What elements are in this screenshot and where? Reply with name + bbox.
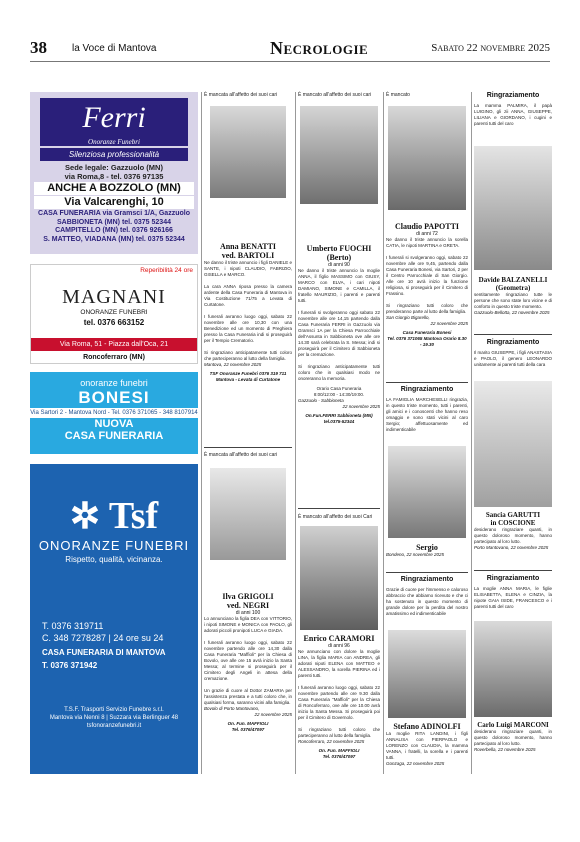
obit-intro: È mancato — [386, 92, 410, 98]
obit-name-sub: ved. NEGRI — [226, 601, 270, 610]
magnani-city: Roncoferraro (MN) — [83, 354, 145, 361]
obit-place: San Giorgio Bigarello, — [386, 315, 430, 320]
obit-signature: Tel. 0376/47097 — [322, 754, 356, 759]
obit-name: Umberto FUOCHI — [306, 244, 372, 253]
tsf-company: T.S.F. Trasporti Servizio Funebre s.r.l. — [64, 707, 164, 713]
thanks-place-date: Bondeno, 22 novembre 2025 — [386, 552, 445, 557]
obit-signature: Tel. 0376 371065 Mantova Orario 8.30 - 19.30 — [387, 336, 467, 347]
obit-text: Si ringraziano tutti coloro che prenderanno parte al lutto della famiglia. — [386, 303, 468, 314]
obit-text: I funerali si svolgeranno oggi sabato 22 novembre alle ore 14,15 partendo dalla Casa Funeraria FERRI in Gazzuolo via Gramsci 1A per la Chiesa Parrocchiale dell'Assunta in Sabbioneta ove alle ore 14.30 sarà celebrata la S. Messa; indi si proseguirà per il Cimitero di Sabbioneta per la cremazione. — [298, 310, 380, 357]
bonesi-address: Via Sartori 2 - Mantova Nord - Tel. 0376 371065 - 348 8107914 — [30, 410, 198, 416]
obit-signature: On. Fun. MAFFIOLI — [318, 748, 360, 753]
ferri-line: via Roma,8 - tel. 0376 97135 — [64, 172, 164, 181]
obit-text: I funerali avranno luogo oggi, sabato 22 novembre alle ore 10,30 con una Benedizione ed un momento di Preghiera presso la Casa Funeraria indi si proseguirà per il Tempio Crematorio. — [204, 314, 292, 343]
thanks-name: Davide BALZANELLI — [478, 276, 548, 284]
obit-name: Claudio PAPOTTI — [394, 222, 460, 231]
obit-signature: On.Fun.FERRI Sabbioneta (MN) — [305, 413, 373, 418]
thanks-adinolfi — [386, 576, 468, 766]
ferri-logo: Ferri Onoranze Funebri — [40, 98, 188, 146]
obit-text: I funerali avranno luogo oggi, sabato 22 novembre partendo alle ore 14,30 dalla Casa Funeraria "Maffioli" per la Chiesa di Bovolo, ove alle ore 15 avrà inizio la Santa Messa; al termine si proseguirà per il Cimitero degli Angeli in attesa della cremazione. — [204, 640, 292, 681]
obit-text: Ne danno il triste annuncio la sorella CATIA, le nipoti MARTINA e GRETA. — [386, 237, 468, 248]
tsf-casa-phone: T. 0376 371942 — [42, 661, 98, 670]
runner-photo — [474, 146, 552, 270]
thanks-name: Sancia GARUTTI — [485, 511, 541, 519]
thanks-marconi — [474, 575, 552, 752]
tsf-slogan: Rispetto, qualità, vicinanza. — [65, 555, 163, 564]
column-divider — [201, 92, 202, 774]
tsf-addresses: Mantova via Nenni 8 | Suzzara via Berlinguer 48 — [49, 715, 179, 721]
ferri-bozzolo-address: Via Valcarenghi, 10 — [34, 196, 194, 209]
thanks-garutti — [474, 339, 552, 550]
column-divider — [295, 92, 296, 774]
obit-name-sub: ved. BARTOLI — [221, 251, 275, 260]
obit-age: di anni 96 — [328, 643, 350, 649]
obit-age: di anni 90 — [328, 262, 350, 268]
obit-name: Enrico CARAMORI — [303, 634, 375, 643]
thanks-name-sub: in COSCIONE — [490, 519, 536, 527]
obit-name: Anna BENATTI — [219, 242, 277, 251]
page-header — [30, 36, 550, 62]
thanks-text: desiderano ringraziare quanti, in questo doloroso momento, hanno partecipato al loro lutto. — [474, 527, 552, 544]
divider — [204, 447, 292, 448]
bonesi-casa: CASA FUNERARIA — [64, 430, 164, 442]
issue-date: Sabato 22 novembre 2025 — [431, 42, 550, 54]
thanks-name-sub: (Geometra) — [495, 284, 531, 292]
ad-bonesi[interactable] — [30, 372, 198, 454]
obit-signature: Mantova - Levata di Curtatone — [215, 377, 281, 382]
thanks-text: desiderano ringraziare quanti, in questo doloroso momento, hanno partecipato al loro lutto. — [474, 729, 552, 746]
obit-intro: È mancata all'affetto dei suoi cari — [204, 452, 278, 458]
obit-date: 22 novembre 2025 — [342, 404, 380, 409]
pinwheel-icon: ✲ — [69, 496, 101, 536]
obit-place-date: Mantova, 22 novembre 2025 — [204, 362, 262, 367]
obituary-fuochi — [298, 92, 380, 424]
thanks-heading: Ringraziamento — [486, 575, 540, 582]
magnani-availability: Reperibilità 24 ore — [140, 267, 193, 274]
thanks-sergio — [386, 386, 468, 557]
obit-intro: È mancato all'affetto dei suoi Cari — [298, 514, 373, 520]
obit-text: Ne danno il triste annuncio i figli DANIELE e SANTE, i nipoti CLAUDIO, FABRIZIO, GISELLA e MARCO. — [204, 260, 292, 277]
column-divider — [383, 92, 384, 774]
obit-place: Bovolo di Porto Mantovano, — [204, 706, 260, 711]
thanks-balzanelli — [474, 92, 552, 315]
obit-text: Si ringraziano anticipatamente tutti coloro che in qualsiasi modo ne onoreranno la memoria. — [298, 364, 380, 381]
thanks-heading: Ringraziamento — [486, 339, 540, 346]
thanks-heading: Ringraziamento — [486, 92, 540, 99]
obit-text: La cara ANNA riposa presso la camera ardente della Casa Funeraria di Mantova in Via Costituzione 71/75 a Levata di Curtatone. — [204, 284, 292, 307]
publication-name: la Voce di Mantova — [72, 43, 157, 54]
column-divider — [471, 92, 472, 774]
thanks-name: Carlo Luigi MARCONI — [477, 721, 549, 729]
obituary-caramori — [298, 514, 380, 759]
ferri-slogan: Silenziosa professionalità — [40, 148, 188, 161]
obit-date: 22 novembre 2025 — [254, 712, 292, 717]
obituary-benatti — [204, 92, 292, 382]
obit-text: Ne danno il triste annuncio la moglie ANNA, il figlio MASSIMO con GIUSY, MARCO con ELVA, i cari nipoti DAMIANO, SIMONE e CAMILLA, il fratello MAURIZIO, i parenti e parenti tutti. — [298, 268, 380, 303]
tsf-subtitle: ONORANZE FUNEBRI — [38, 538, 190, 553]
obit-signature: tel.0375-52344 — [323, 419, 355, 424]
portrait-photo — [388, 106, 466, 210]
obit-signature: Tel. 0376/47097 — [231, 727, 265, 732]
magnani-phone: tel. 0376 663152 — [83, 318, 145, 327]
thanks-place-date: Gazzuolo-Bellotta, 22 novembre 2025 — [474, 310, 550, 315]
ferri-branch: S. MATTEO, VIADANA (MN) tel. 0375 52344 — [43, 235, 185, 243]
thanks-place-date: Porto Mantovano, 22 novembre 2025 — [474, 545, 549, 550]
obit-text: Lo annunciano la figlia DEA con VITTORIO, i nipoti SIMONE e MONICA con PAOLO, gli adorati piccoli pronipoti LUCA e GIADA. — [204, 616, 292, 633]
tsf-logo: ✲ Tsf — [69, 495, 159, 537]
obituary-papotti — [386, 92, 468, 347]
obit-signature: TSF Onoranze Funebri 0376 319 711 — [209, 371, 287, 376]
magnani-address: Via Roma, 51 - Piazza dall'Oca, 21 — [31, 338, 197, 351]
magnani-subtitle: ONORANZE FUNEBRI — [80, 309, 148, 316]
tsf-casa: CASA FUNERARIA DI MANTOVA — [42, 648, 166, 657]
portrait-photo — [300, 106, 378, 204]
obit-place-date: Roncoferraro, 22 novembre 2025 — [298, 739, 365, 744]
ferri-branch: CAMPITELLO (MN) tel. 0376 926166 — [55, 227, 173, 234]
portrait-photo — [300, 526, 378, 630]
thanks-text: Il marito GIUSEPPE, i figli ANASTASIA e PAOLO, il genero LEONARDO unitamente ai parenti tutti della cara — [474, 350, 552, 367]
obit-place: Gazzuolo - Sabbioneta — [298, 398, 344, 403]
thanks-heading: Ringraziamento — [400, 386, 454, 393]
obit-signature: Casa Funeraria Bonesi — [402, 330, 452, 335]
divider — [474, 334, 552, 335]
ferri-casa: CASA FUNERARIA via Gramsci 1/A, Gazzuolo — [38, 210, 190, 217]
ferri-branch: SABBIONETA (MN) tel. 0375 52344 — [57, 218, 171, 226]
obit-date: 22 novembre 2025 — [430, 321, 468, 326]
thanks-name: Sergio — [416, 543, 438, 552]
thanks-place-date: Gonzaga, 22 novembre 2025 — [386, 761, 445, 766]
section-title: Necrologie — [270, 38, 369, 58]
divider — [386, 572, 468, 573]
tsf-mobile: C. 348 7278287 | 24 ore su 24 — [42, 633, 164, 643]
obit-text: Un grazie di cuore al Dottor ZAMARIA per l'assistenza prestata e a tutti coloro che, in qualsiasi forma, saranno vicini alla famiglia. — [204, 688, 292, 705]
obit-text: Ne annunciano con dolore la moglie LINA, la figlia MARIA con ANDREA, gli adorati nipoti ELENA con MATTEO e ALESSANDRO, la sorella PIERINA ed i parenti tutti. — [298, 649, 380, 678]
portrait-photo — [210, 468, 286, 560]
bonesi-logo: BONESI — [78, 388, 150, 407]
obit-text: I funerali si svolgeranno oggi, sabato 22 novembre alle ore 9,45, partendo dalla Casa Funeraria Bonesi, via Sartori, 2 per il Centro Parrocchiale di San Giorgio. Alle ore 10 avrà inizio la funzione religiosa, si proseguirà per il Cimitero di Frassino. — [386, 255, 468, 296]
thanks-text: La mamma PALMIRA, il papà LUIGINO, gli zii ANNA, GIUSEPPE, LILIANA e GIORDANO, i cugini e parenti tutti del caro — [474, 103, 552, 126]
portrait-photo — [210, 106, 286, 198]
obit-name-sub: (Berto) — [326, 253, 352, 262]
divider — [474, 570, 552, 571]
obituary-grigoli — [204, 452, 292, 732]
magnani-logo: MAGNANI — [62, 286, 166, 308]
tsf-phone: T. 0376 319711 — [42, 621, 104, 631]
obit-text: Si ringraziano anticipatamente tutti coloro che parteciperanno al lutto della famiglia. — [204, 350, 292, 361]
obit-name: Ilva GRIGOLI — [222, 592, 274, 601]
obit-age: di anni 100 — [235, 610, 261, 616]
obit-hours-label: Orario Casa Funeraria — [316, 386, 362, 391]
portrait-photo — [388, 446, 466, 538]
divider — [298, 508, 380, 509]
thanks-text: LA FAMIGLIA MARCHESELLI ringrazia, in questo triste momento, tutti i parenti, gli amici e i conoscenti che hanno reso omaggio e sono stati vicini al caro Sergio; affettuosamente ed indimenticabile — [386, 397, 468, 432]
obit-intro: È mancata all'affetto dei suoi cari — [204, 92, 278, 98]
ferri-line: Sede legale: Gazzuolo (MN) — [65, 163, 163, 172]
bonesi-subtitle: onoranze funebri — [80, 378, 148, 388]
tsf-website[interactable]: tsfonoranzefunebri.it — [86, 723, 142, 729]
thanks-name: Stefano ADINOLFI — [393, 722, 461, 731]
page-number: 38 — [30, 38, 47, 57]
thanks-place-date: Roverbella, 22 novembre 2025 — [474, 747, 536, 752]
portrait-photo — [474, 621, 552, 717]
bonesi-nuova: NUOVA — [94, 418, 134, 430]
obit-text: I funerali avranno luogo oggi, sabato 22 novembre partendo alle ore 9.30 dalla Casa Funeraria "Maffioli" per la Chiesa di Roncoferraro, ove alle ore 10.00 avrà inizio la Santa Messa. Si proseguirà poi per il Cimitero di Governolo. — [298, 685, 380, 720]
thanks-text: La moglie RITA LANDINI, i figli ANNALISA con PIERPAOLO e LORENZO con CLAUDIA, la mamma VANNA, i fratelli, la sorella e i parenti tutti. — [386, 731, 468, 760]
thanks-text: Grazie di cuore per l'immenso e caloroso abbraccio che abbiamo ricevuto e che ci ha sostenuto in questo momento di grande dolore per la perdita del nostro amatissimo ed indimenticabile — [386, 587, 468, 616]
thanks-text: sentitamente ringraziano tutte le persone che sono state loro vicine e di conforto in questo triste momento. — [474, 292, 552, 309]
ferri-bozzolo: ANCHE A BOZZOLO (MN) — [34, 182, 194, 195]
obit-text: Si ringraziano tutti coloro che parteciperanno al lutto della famiglia. — [298, 727, 380, 738]
portrait-photo — [388, 630, 466, 718]
ad-ferri[interactable] — [30, 92, 198, 254]
obit-hours: 8:00/12:00 - 14:30/19:00. — [313, 392, 365, 397]
ad-magnani[interactable] — [30, 264, 198, 364]
ad-tsf[interactable] — [30, 464, 198, 774]
obit-age: di anni 72 — [416, 231, 438, 237]
portrait-photo — [474, 381, 552, 507]
divider — [386, 382, 468, 383]
thanks-heading: Ringraziamento — [400, 576, 454, 583]
obit-intro: È mancato all'affetto dei suoi cari — [298, 92, 372, 98]
thanks-text: La moglie ANNA MARIA, le figlie ELISABETTA, ELENA e CINZIA, la nipote GAIA ISIDE, FRANCESCO e i parenti tutti del caro — [474, 586, 552, 609]
obit-signature: On. Fun. MAFFIOLI — [227, 721, 269, 726]
